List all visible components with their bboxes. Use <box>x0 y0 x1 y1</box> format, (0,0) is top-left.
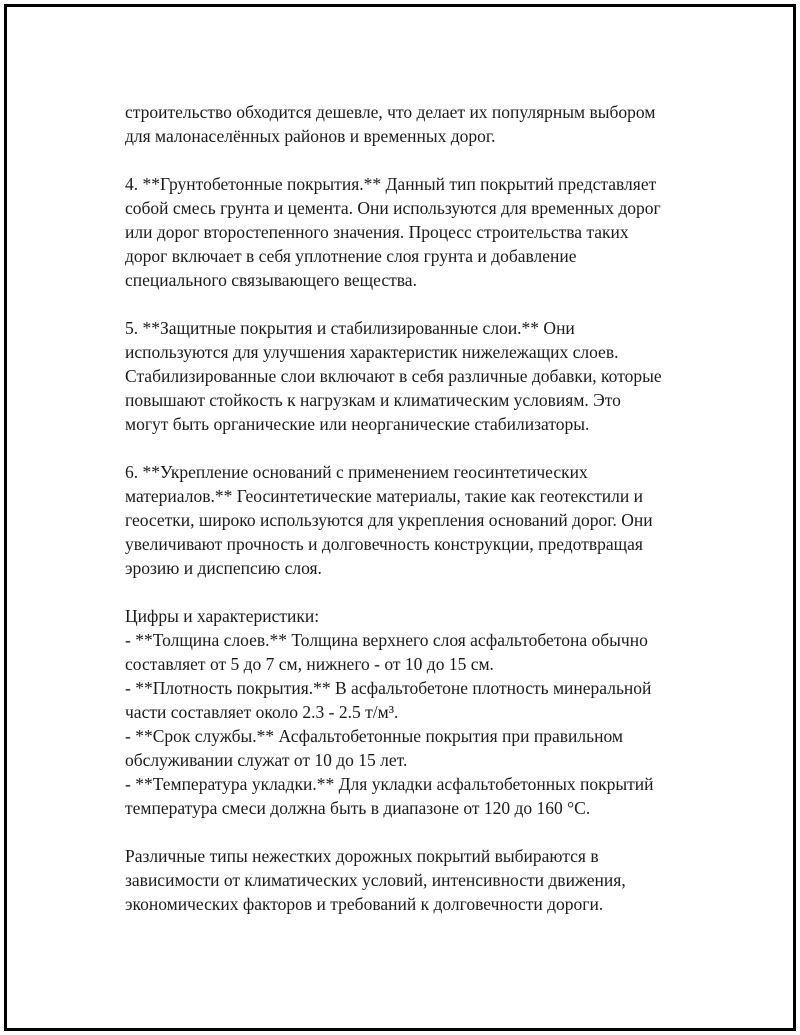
document-body <box>125 100 725 916</box>
paragraph-protective-coatings: 5. **Защитные покрытия и стабилизированные слои.** Они используются для улучшения характеристик нижележащих слоев. Стабилизированные слои включают в себя различные добавки, которые повышают стойкость к нагрузкам и климатическим условиям. Это могут быть органические или неорганические стабилизаторы. <box>125 318 662 434</box>
paragraph-conclusion: Различные типы нежестких дорожных покрытий выбираются в зависимости от климатических условий, интенсивности движения, экономических факторов и требований к долговечности дороги. <box>125 846 626 914</box>
paragraph-soil-concrete: 4. **Грунтобетонные покрытия.** Данный тип покрытий представляет собой смесь грунта и цемента. Они используются для временных дорог или дорог второстепенного значения. Процесс строительства таких дорог включает в себя уплотнение слоя грунта и добавление специального связывающего вещества. <box>125 174 661 290</box>
page-border <box>4 4 796 1031</box>
paragraph-continuation: строительство обходится дешевле, что делает их популярным выбором для малонаселённых районов и временных дорог. <box>125 102 656 146</box>
paragraph-geosynthetics: 6. **Укрепление оснований с применением геосинтетических материалов.** Геосинтетические материалы, такие как геотекстили и геосетки, широко используются для укрепления оснований дорог. Они увеличивают прочность и долговечность конструкции, предотвращая эрозию и диспепсию слоя. <box>125 462 653 578</box>
paragraph-figures-characteristics: Цифры и характеристики: - **Толщина слоев.** Толщина верхнего слоя асфальтобетона обычно составляет от 5 до 7 см, нижнего - от 10 до 15 см. - **Плотность покрытия.** В асфальтобетоне плотность минеральной части составляет около 2.3 - 2.5 т/м³. - **Срок службы.** Асфальтобетонные покрытия при правильном обслуживании служат от 10 до 15 лет. - **Температура укладки.** Для укладки асфальтобетонных покрытий температура смеси должна быть в диапазоне от 120 до 160 °C. <box>125 606 654 818</box>
